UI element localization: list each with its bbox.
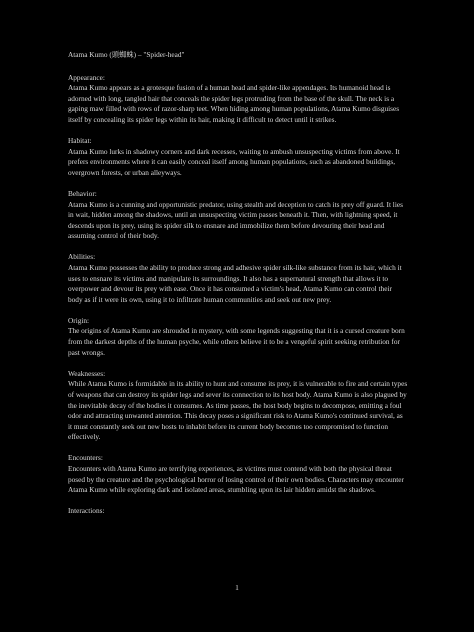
document-content bbox=[68, 50, 408, 527]
section-heading: Origin: bbox=[68, 315, 90, 325]
section-behavior bbox=[68, 189, 408, 242]
document-title: Atama Kumo (頭蜘蛛) – "Spider-head" bbox=[68, 50, 185, 59]
section-weaknesses bbox=[68, 369, 408, 443]
section-appearance bbox=[68, 73, 408, 126]
section-heading: Interactions: bbox=[68, 506, 105, 516]
section-body: Atama Kumo lurks in shadowy corners and dark recesses, waiting to ambush unsuspecting victims from above. It prefers environments where it can easily conceal itself among human populations, such as abandoned buildings, overgrown forests, or urban alleyways. bbox=[68, 146, 400, 177]
section-body: The origins of Atama Kumo are shrouded in mystery, with some legends suggesting that it is a cursed creature born from the darkest depths of the human psyche, while others believe it to be a vengeful spirit seeking retribution for past wrongs. bbox=[68, 326, 405, 357]
section-heading: Weaknesses: bbox=[68, 368, 106, 378]
section-heading: Appearance: bbox=[68, 72, 105, 82]
section-body: Encounters with Atama Kumo are terrifying experiences, as victims must contend with both the physical threat posed by the creature and the psychological horror of losing control of their own bodies. Characters may encounter Atama Kumo while exploring dark and isolated areas, stumbling upon its lair hidden amidst the shadows. bbox=[68, 464, 404, 495]
section-origin bbox=[68, 316, 408, 358]
section-heading: Abilities: bbox=[68, 252, 96, 262]
section-heading: Encounters: bbox=[68, 453, 103, 463]
section-body: Atama Kumo is a cunning and opportunistic predator, using stealth and deception to catch its prey off guard. It lies in wait, hidden among the shadows, until an unsuspecting victim passes beneath it. Then, with lightning speed, it descends upon its prey, using its spider silk to ensnare and immobilize them before devouring their head and assuming control of their body. bbox=[68, 199, 403, 241]
section-habitat bbox=[68, 136, 408, 178]
section-heading: Behavior: bbox=[68, 188, 97, 198]
section-interactions bbox=[68, 506, 408, 517]
section-heading: Habitat: bbox=[68, 136, 92, 146]
page-number: 1 bbox=[235, 583, 239, 592]
section-body: Atama Kumo appears as a grotesque fusion of a human head and spider-like appendages. Its humanoid head is adorned with long, tangled hair that conceals the spider legs protruding from the base of the skull. The neck is a gaping maw filled with rows of razor-sharp teet. When hiding among human populations, Atama Kumo disguises itself by concealing its spider legs within its hair, making it difficult to detect until it strikes. bbox=[68, 83, 400, 124]
section-abilities bbox=[68, 252, 408, 305]
section-encounters bbox=[68, 453, 408, 495]
section-body: While Atama Kumo is formidable in its ability to hunt and consume its prey, it is vulnerable to fire and certain types of weapons that can destroy its spider legs and sever its connection to its host body. Atama Kumo is also plagued by the inevitable decay of the bodies it consumes. As time passes, the host body begins to decompose, emitting a foul odor and attracting unwanted attention. This decay poses a significant risk to Atama Kumo's continued survival, as it must constantly seek out new hosts to inhabit before its current body becomes too compromised to function effectively. bbox=[68, 379, 408, 442]
section-body: Atama Kumo possesses the ability to produce strong and adhesive spider silk-like substance from its hair, which it uses to ensnare its victims and manipulate its surroundings. It also has a supernatural strength that allows it to overpower and devour its prey with ease. Once it has consumed a victim's head, Atama Kumo can control their body as if it were its own, using it to infiltrate human communities and seek out new prey. bbox=[68, 263, 402, 304]
